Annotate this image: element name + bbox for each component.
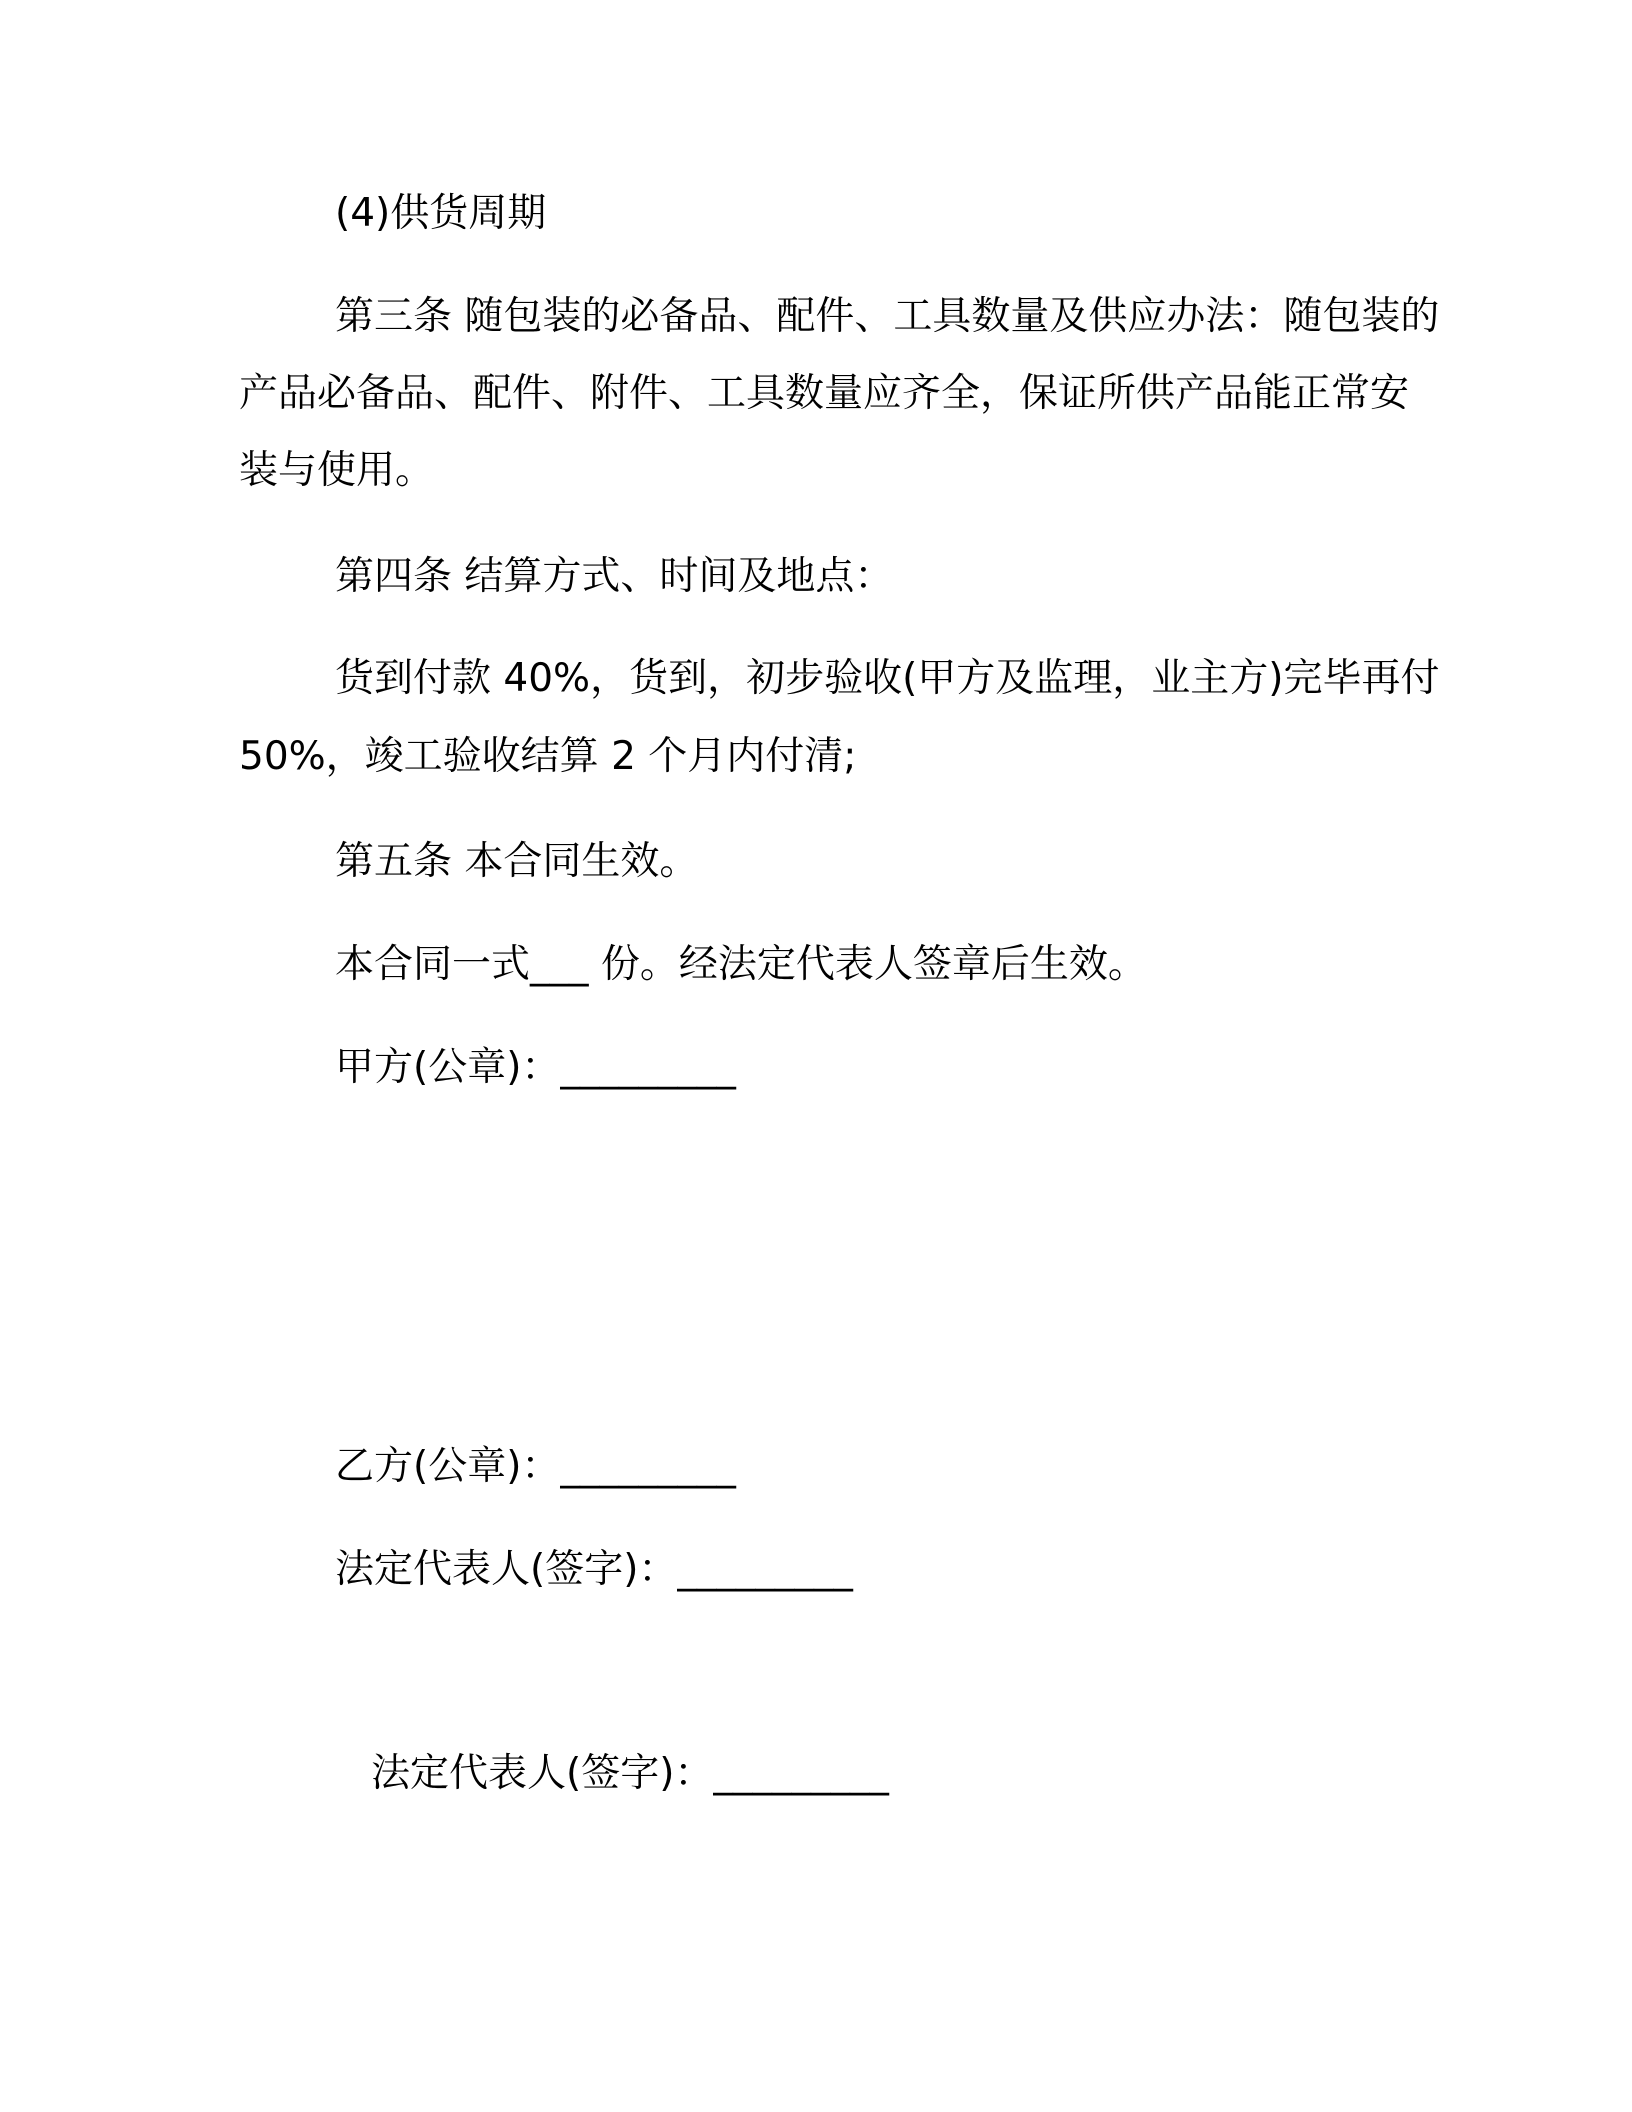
supply-cycle-heading: (4)供货周期 (335, 191, 547, 236)
article-3-line-3: 装与使用。 (239, 448, 435, 493)
article-3-line-2: 产品必备品、配件、附件、工具数量应齐全，保证所供产品能正常安 (239, 371, 1410, 416)
payment-terms-line-2: 50%，竣工验收结算 2 个月内付清; (239, 734, 857, 779)
party-a-seal-field: 甲方(公章)：_________ (335, 1045, 736, 1090)
copies-clause: 本合同一式___ 份。经法定代表人签章后生效。 (335, 942, 1147, 987)
legal-rep-signature-field-2: 法定代表人(签字)：_________ (371, 1751, 889, 1796)
party-b-seal-field: 乙方(公章)：_________ (335, 1444, 736, 1489)
legal-rep-signature-field-1: 法定代表人(签字)：_________ (335, 1547, 853, 1592)
article-3-line-1: 第三条 随包装的必备品、配件、工具数量及供应办法：随包装的 (335, 294, 1440, 339)
article-5-heading: 第五条 本合同生效。 (335, 839, 699, 884)
article-4-heading: 第四条 结算方式、时间及地点： (335, 554, 894, 599)
payment-terms-line-1: 货到付款 40%，货到，初步验收(甲方及监理，业主方)完毕再付 (335, 656, 1440, 701)
